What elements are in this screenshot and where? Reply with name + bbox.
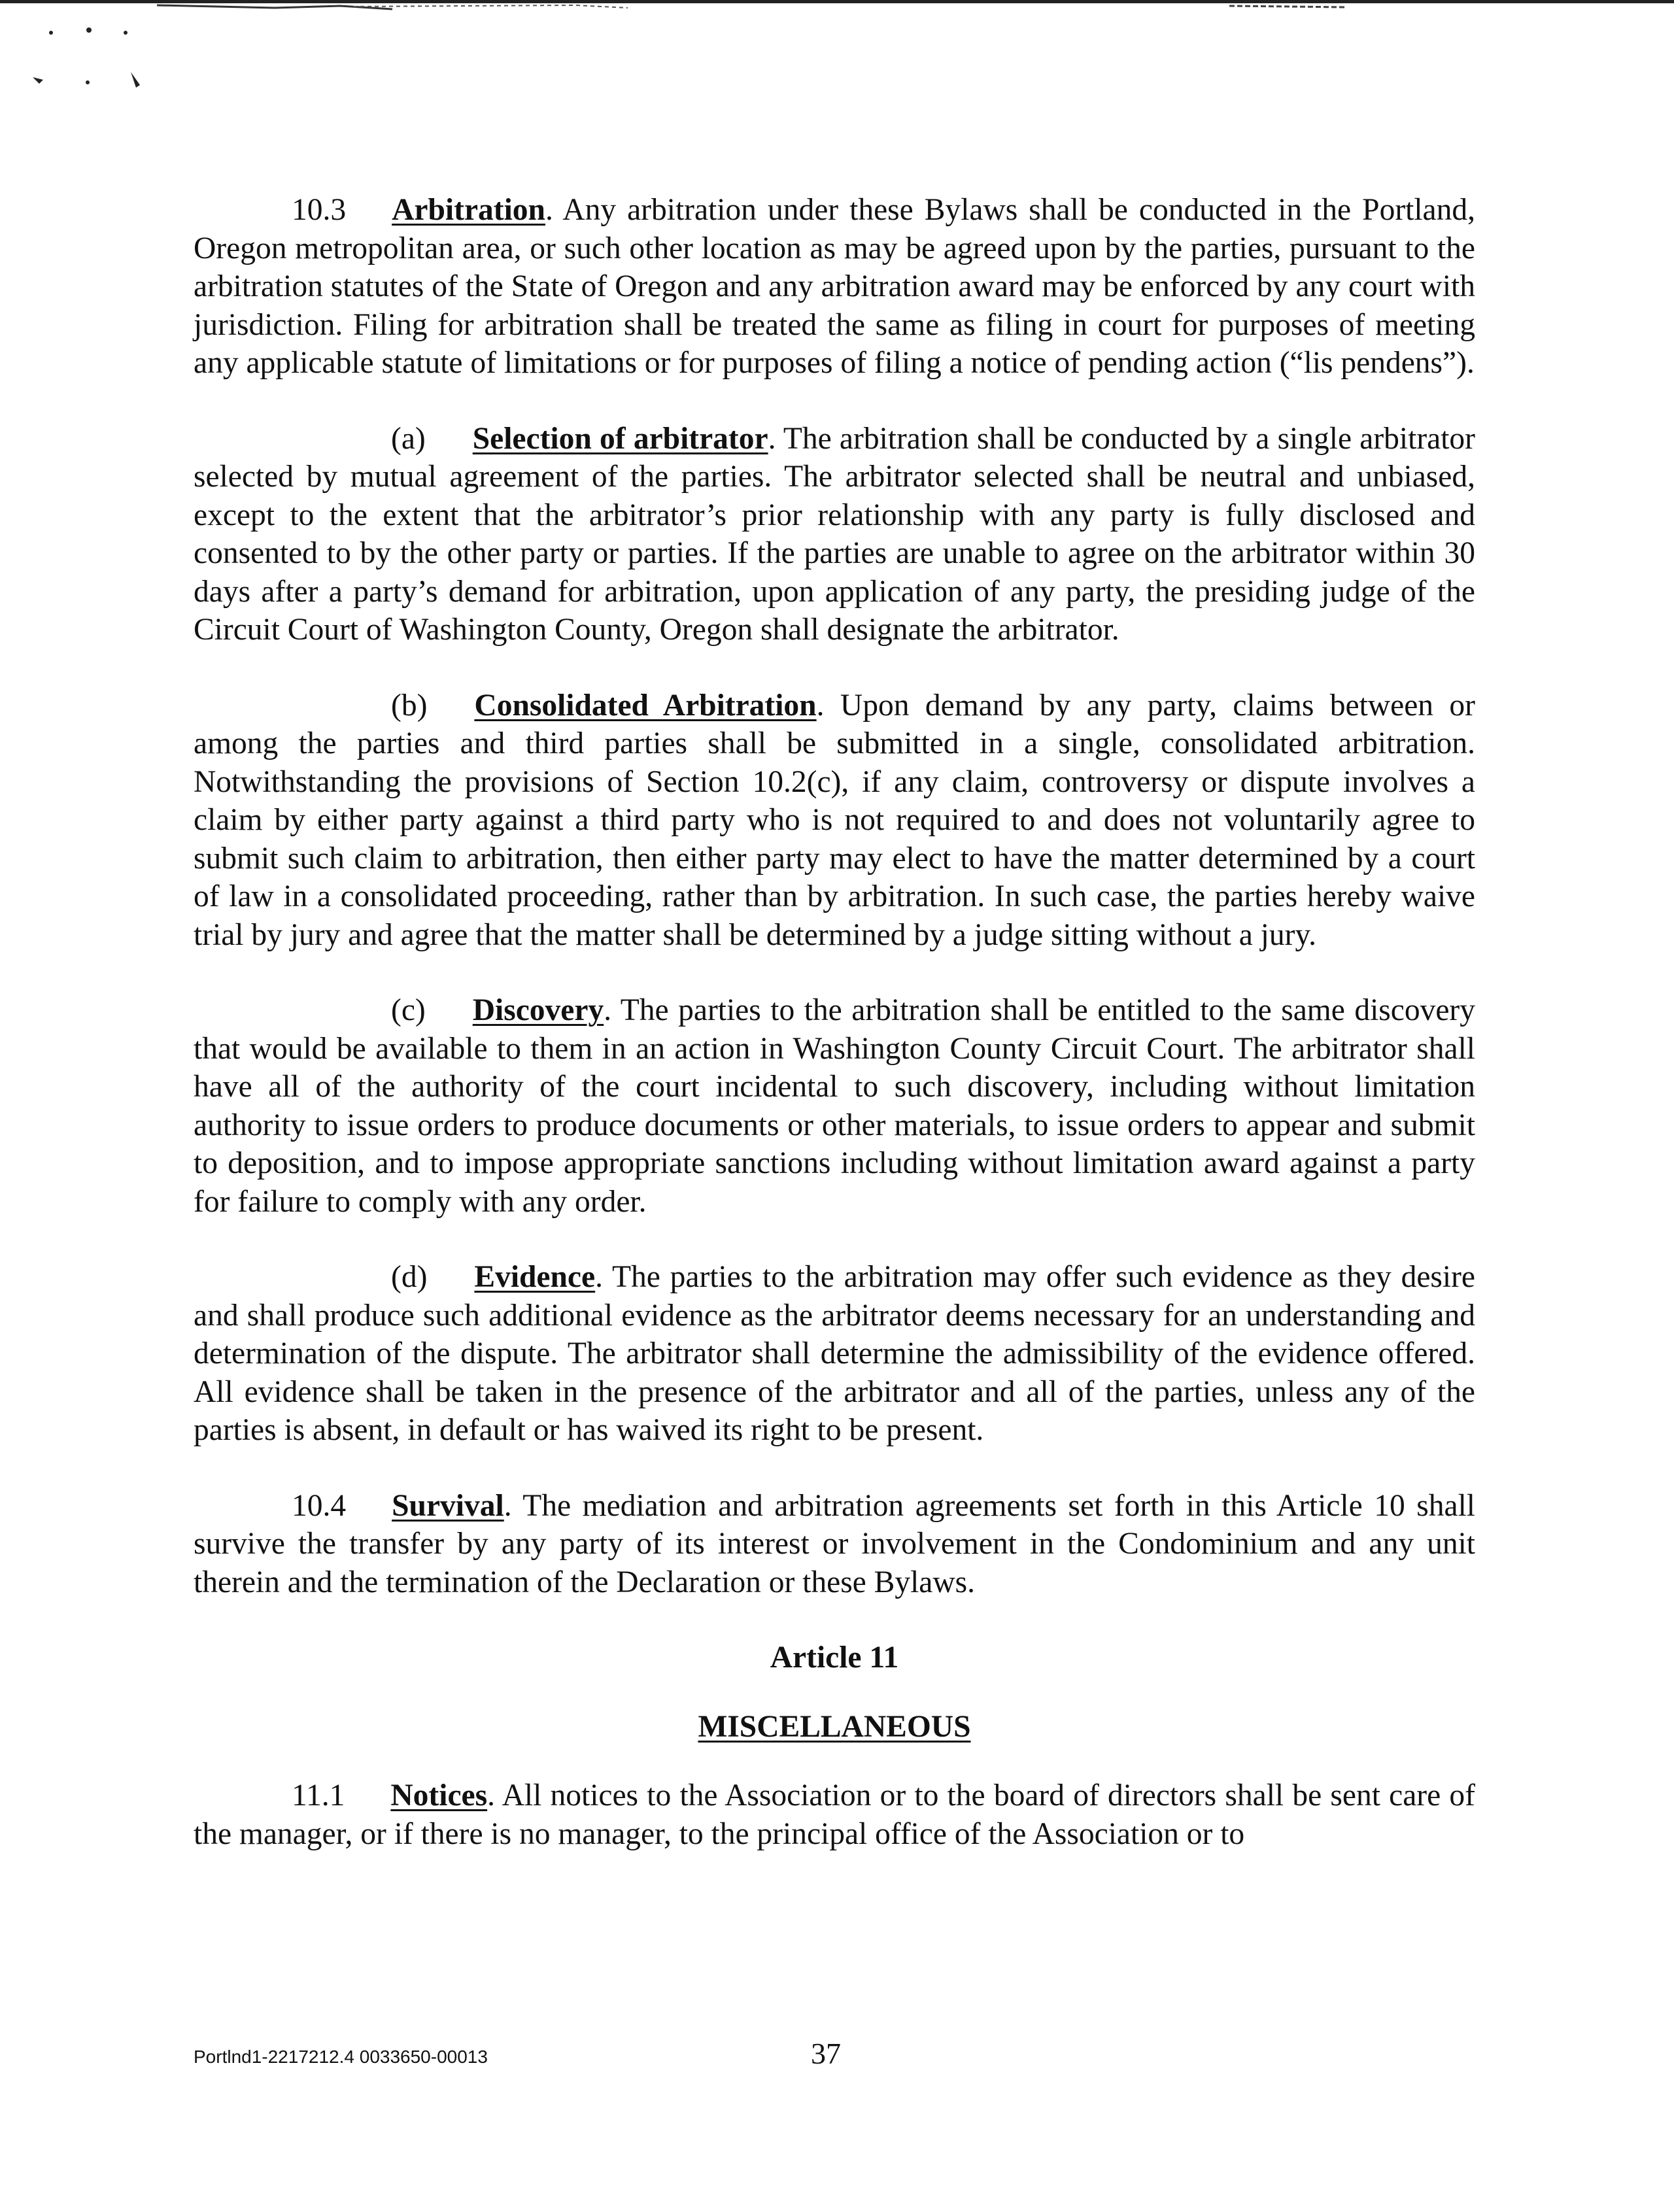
document-body	[194, 191, 1475, 1890]
footer-doc-id: Portlnd1-2217212.4 0033650-00013	[194, 2047, 488, 2067]
subsection-c: (c) Discovery. The parties to the arbitration shall be entitled to the same discovery that would be available to them in an action in Washington County Circuit Court. The arbitrator shall have all of the authority of the court incidental to such discovery, including without limitation authority to issue orders to produce documents or other materials, to issue orders to appear and submit to deposition, and to impose appropriate sanctions including without limitation award against a party for failure to comply with any order.	[194, 991, 1475, 1221]
subsection-text: The arbitration shall be conducted by a single arbitrator selected by mutual agreement of the parties. The arbitrator selected shall be neutral and unbiased, except to the extent that the arbitrator’s prior relationship with any party is fully disclosed and consented to by the other party or parties. If the parties are unable to agree on the arbitrator within 30 days after a party’s demand for arbitration, upon application of any party, the presiding judge of the Circuit Court of Washington County, Oregon shall designate the arbitrator.	[194, 421, 1475, 647]
subsection-a: (a) Selection of arbitrator. The arbitration shall be conducted by a single arbitrator selected by mutual agreement of the parties. The arbitrator selected shall be neutral and unbiased, except to the extent that the arbitrator’s prior relationship with any party is fully disclosed and consented to by the other party or parties. If the parties are unable to agree on the arbitrator within 30 days after a party’s demand for arbitration, upon application of any party, the presiding judge of the Circuit Court of Washington County, Oregon shall designate the arbitrator.	[194, 420, 1475, 649]
subsection-number: (a)	[391, 421, 426, 456]
subsection-heading: Evidence	[474, 1260, 596, 1294]
subsection-number: (b)	[391, 688, 428, 723]
subsection-heading: Selection of arbitrator	[472, 421, 768, 456]
footer-page-number: 37	[811, 2037, 841, 2070]
section-text: The mediation and arbitration agreements set forth in this Article 10 shall survive the transfer by any party of its interest or involvement in the Condominium and any unit therein and the termination of the Declaration or these Bylaws.	[194, 1488, 1475, 1599]
article-number: Article 11	[770, 1641, 899, 1675]
section-number: 11.1	[292, 1778, 345, 1812]
section-11-1: 11.1 Notices. All notices to the Association or to the board of directors shall be sent care of the manager, or if there is no manager, to the principal office of the Association or to	[194, 1777, 1475, 1853]
section-heading: Arbitration	[392, 193, 545, 227]
section-heading: Survival	[392, 1488, 504, 1523]
subsection-text: The parties to the arbitration shall be entitled to the same discovery that would be available to them in an action in Washington County Circuit Court. The arbitrator shall have all of the authority of the court incidental to such discovery, including without limitation authority to issue orders to produce documents or other materials, to issue orders to appear and submit to deposition, and to impose appropriate sanctions including without limitation award against a party for failure to comply with any order.	[194, 993, 1475, 1219]
section-number: 10.4	[292, 1488, 347, 1523]
section-text: Any arbitration under these Bylaws shall be conducted in the Portland, Oregon metropolitan area, or such other location as may be agreed upon by the parties, pursuant to the arbitration statutes of the State of Oregon and any arbitration award may be enforced by any court with jurisdiction. Filing for arbitration shall be treated the same as filing in court for purposes of meeting any applicable statute of limitations or for purposes of filing a notice of pending action (“lis pendens”).	[194, 193, 1475, 380]
section-number: 10.3	[292, 193, 347, 227]
subsection-text: Upon demand by any party, claims between or among the parties and third parties shall be submitted in a single, consolidated arbitration. Notwithstanding the provisions of Section 10.2(c), if any claim, controversy or dispute involves a claim by either party against a third party who is not required to and does not voluntarily agree to submit such claim to arbitration, then either party may elect to have the matter determined by a court of law in a consolidated proceeding, rather than by arbitration. In such case, the parties hereby waive trial by jury and agree that the matter shall be determined by a judge sitting without a jury.	[194, 688, 1476, 952]
subsection-b: (b) Consolidated Arbitration. Upon demand by any party, claims between or among the parties and third parties shall be submitted in a single, consolidated arbitration. Notwithstanding the provisions of Section 10.2(c), if any claim, controversy or dispute involves a claim by either party against a third party who is not required to and does not voluntarily agree to submit such claim to arbitration, then either party may elect to have the matter determined by a court of law in a consolidated proceeding, rather than by arbitration. In such case, the parties hereby waive trial by jury and agree that the matter shall be determined by a judge sitting without a jury.	[194, 687, 1475, 955]
subsection-heading: Consolidated Arbitration	[474, 688, 817, 723]
subsection-number: (d)	[391, 1260, 428, 1294]
scan-artifact-top	[0, 0, 1674, 14]
section-heading: Notices	[390, 1778, 488, 1812]
article-title: MISCELLANEOUS	[698, 1709, 971, 1744]
section-10-4: 10.4 Survival. The mediation and arbitration agreements set forth in this Article 10 shall survive the transfer by any party of its interest or involvement in the Condominium and any unit therein and the termination of the Declaration or these Bylaws.	[194, 1487, 1475, 1602]
section-text: All notices to the Association or to the board of directors shall be sent care of the manager, or if there is no manager, to the principal office of the Association or to	[194, 1778, 1475, 1851]
subsection-heading: Discovery	[472, 993, 604, 1027]
subsection-text: The parties to the arbitration may offer such evidence as they desire and shall produce such additional evidence as the arbitrator deems necessary for an understanding and determination of the dispute. The arbitrator shall determine the admissibility of the evidence offered. All evidence shall be taken in the presence of the arbitrator and all of the parties, unless any of the parties is absent, in default or has waived its right to be present.	[194, 1260, 1475, 1447]
subsection-number: (c)	[391, 993, 426, 1027]
subsection-d: (d) Evidence. The parties to the arbitration may offer such evidence as they desire and shall produce such additional evidence as the arbitrator deems necessary for an understanding and determination of the dispute. The arbitrator shall determine the admissibility of the evidence offered. All evidence shall be taken in the presence of the arbitrator and all of the parties, unless any of the parties is absent, in default or has waived its right to be present.	[194, 1258, 1475, 1450]
scan-artifact-marks	[26, 20, 196, 98]
section-10-3: 10.3 Arbitration. Any arbitration under these Bylaws shall be conducted in the Portland, Oregon metropolitan area, or such other location as may be agreed upon by the parties, pursuant to the arbitration statutes of the State of Oregon and any arbitration award may be enforced by any court with jurisdiction. Filing for arbitration shall be treated the same as filing in court for purposes of meeting any applicable statute of limitations or for purposes of filing a notice of pending action (“lis pendens”).	[194, 191, 1475, 383]
